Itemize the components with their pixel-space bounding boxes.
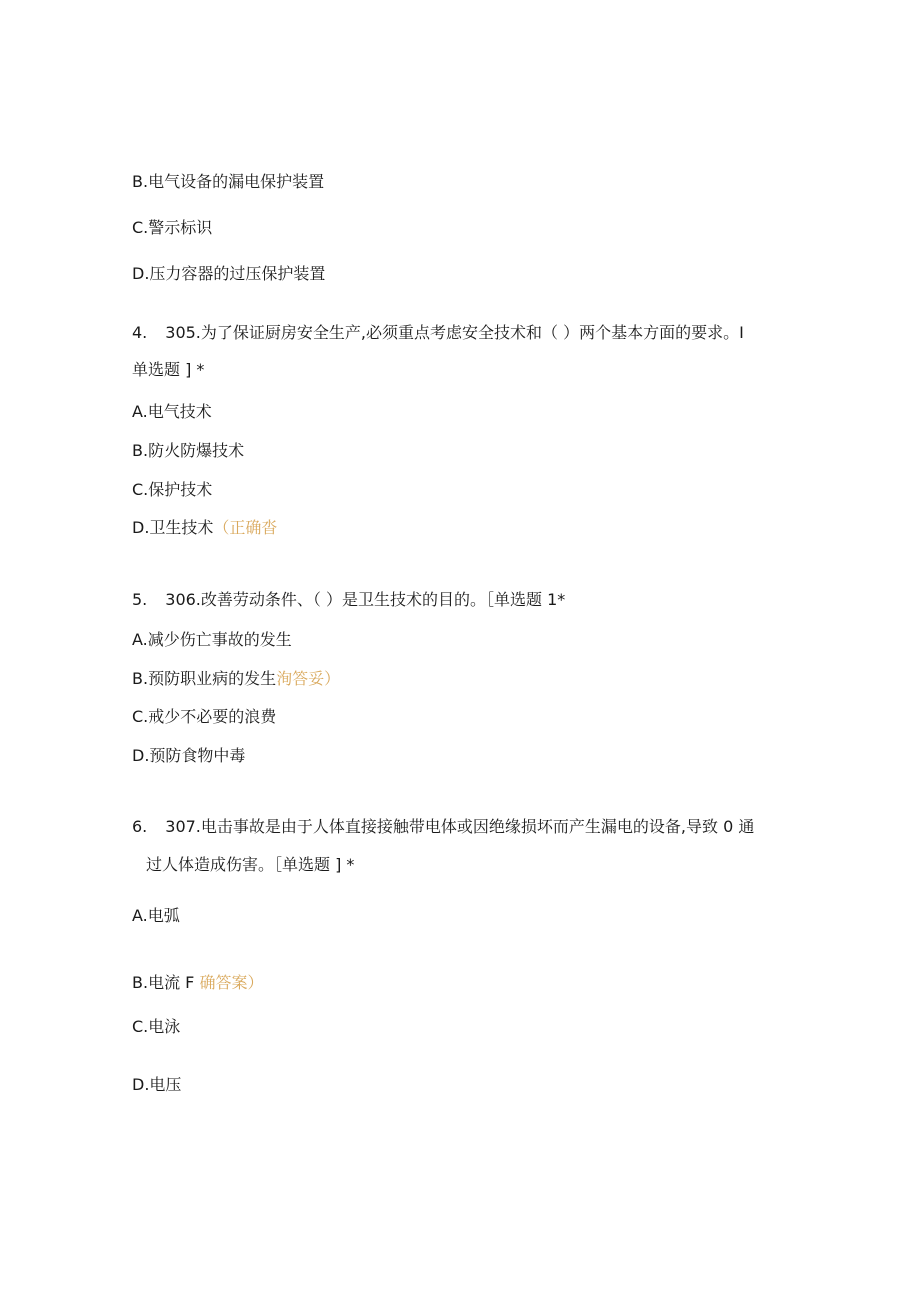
q5-question (132, 590, 565, 610)
q4-option-a: A.电气技术 (132, 402, 212, 421)
q6-text-line1: 307.电击事故是由于人体直接接触带电体或因绝缘损坏而产生漏电的设备,导致 0 通 (165, 817, 755, 836)
q6-option-b (132, 973, 263, 993)
q5-option-b-text: B.预防职业病的发生 (132, 669, 277, 688)
q5-option-d: D.预防食物中毒 (132, 746, 246, 765)
q6-answer-mark: 确答案） (199, 973, 264, 992)
q6-option-a: A.电弧 (132, 906, 180, 925)
q6-number: 6. (132, 817, 148, 836)
q4-number: 4. (132, 323, 148, 342)
q6-question-line1 (132, 817, 754, 837)
q6-option-d: D.电压 (132, 1075, 182, 1094)
q5-option-a: A.减少伤亡事故的发生 (132, 630, 292, 649)
q4-option-b: B.防火防爆技术 (132, 441, 245, 460)
q4-option-d (132, 518, 277, 538)
q5-option-c: C.戒少不必要的浪费 (132, 707, 277, 726)
q5-number: 5. (132, 590, 148, 609)
q4-option-d-text: D.卫生技术 (132, 518, 214, 537)
q6-text-line2: 过人体造成伤害。［单选题 ] * (146, 855, 355, 874)
q6-option-b-text: B.电流 F (132, 973, 195, 992)
q5-option-b (132, 669, 340, 689)
q4-option-c: C.保护技术 (132, 480, 213, 499)
q4-question-line1 (132, 323, 744, 343)
q6-option-c: C.电泳 (132, 1017, 181, 1036)
q4-answer-mark: （正确沓 (213, 518, 278, 537)
q3-option-b: B.电气设备的漏电保护装置 (132, 172, 325, 191)
q4-text-line1: 305.为了保证厨房安全生产,必须重点考虑安全技术和（ ）两个基本方面的要求。I (165, 323, 744, 342)
q3-option-d: D.压力容器的过压保护装置 (132, 264, 326, 283)
q3-option-c: C.警示标识 (132, 218, 213, 237)
q5-text: 306.改善劳动条件、（ ）是卫生技术的目的。［单选题 1* (165, 590, 566, 609)
q4-text-line2: 单选题 ] * (132, 360, 205, 379)
q5-answer-mark: 洵答妥） (276, 669, 341, 688)
